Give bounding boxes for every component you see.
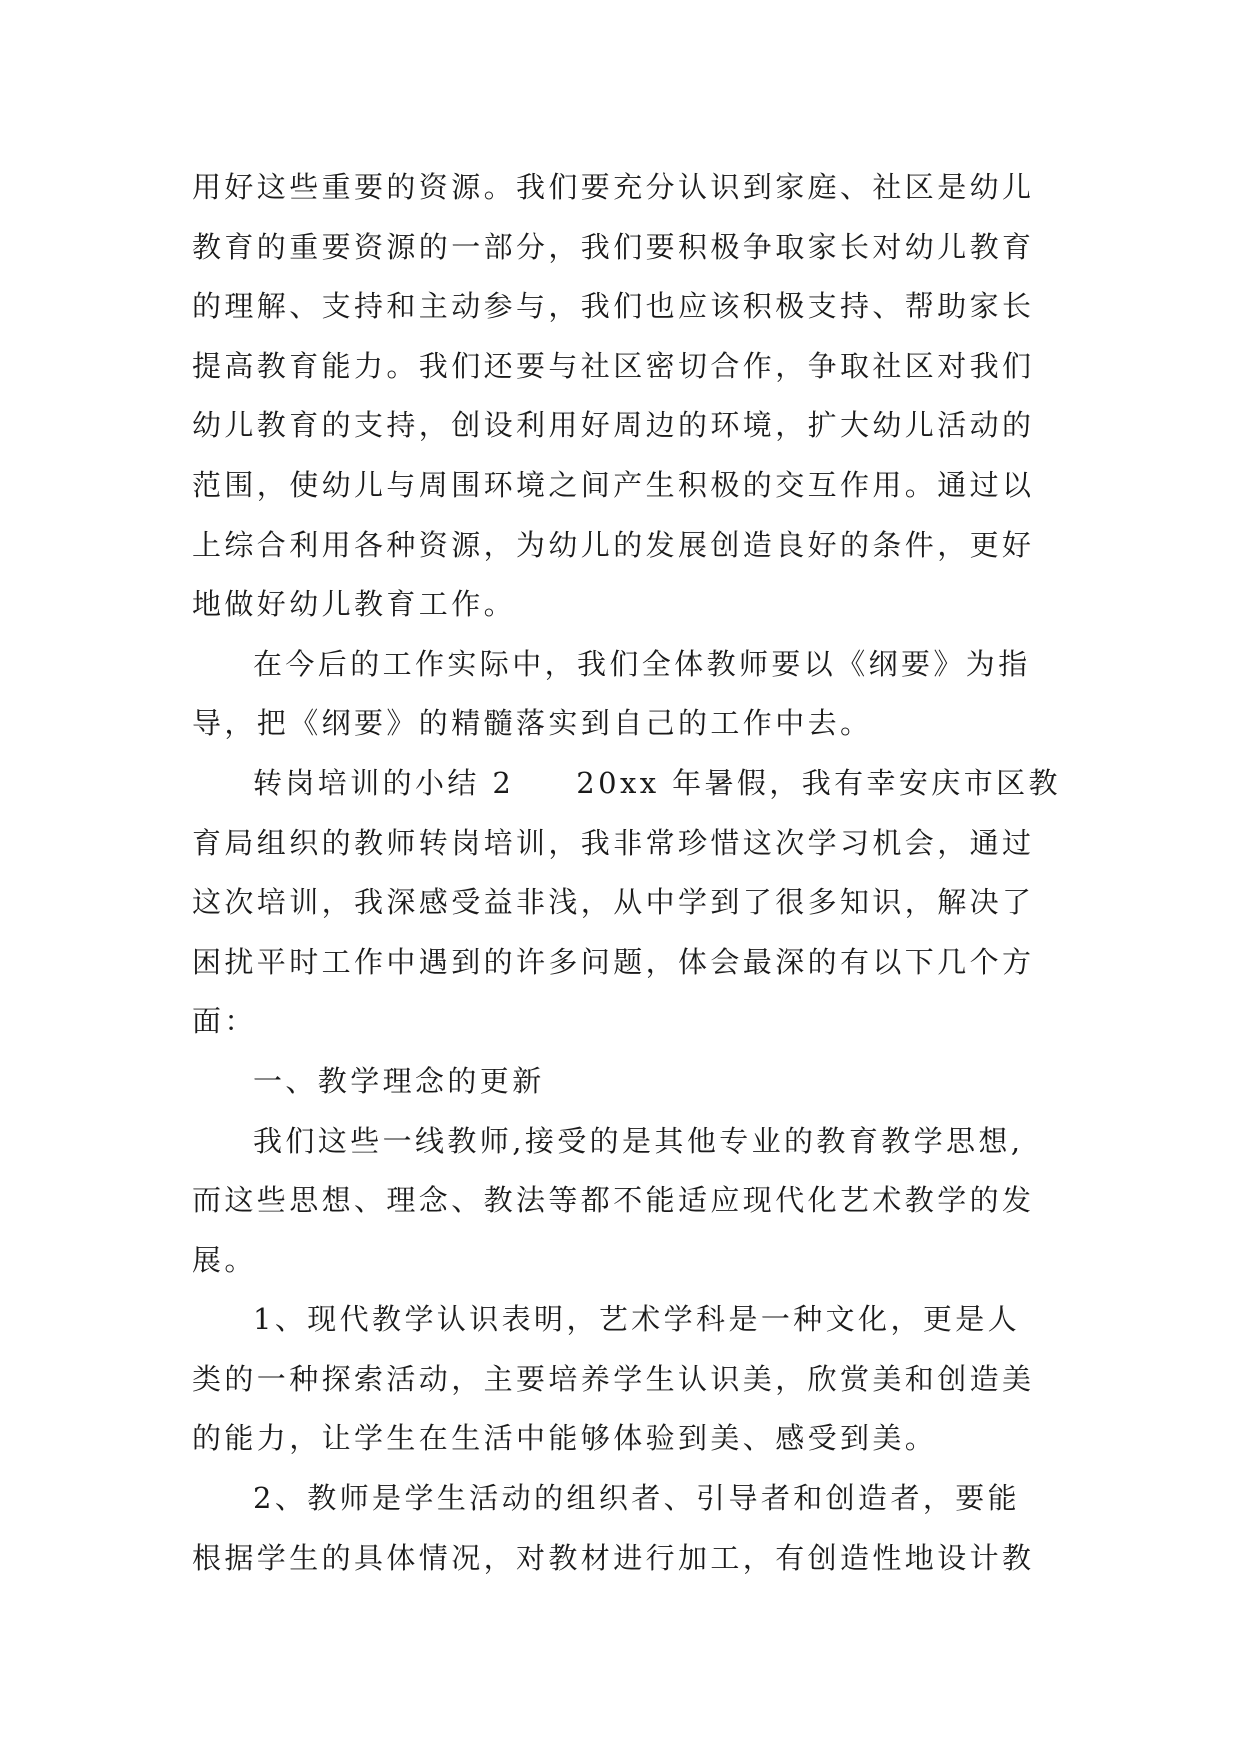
- text-line: 范围，使幼儿与周围环境之间产生积极的交互作用。通过以: [192, 467, 1035, 502]
- text-line: 20xx 年暑假，我有幸安庆市区教: [576, 765, 1061, 800]
- section-title-line: [192, 754, 1062, 814]
- text-line: 展。: [192, 1242, 257, 1277]
- text-line: 的能力，让学生在生活中能够体验到美、感受到美。: [192, 1421, 938, 1456]
- text-line: 而这些思想、理念、教法等都不能适应现代化艺术教学的发: [192, 1183, 1035, 1218]
- text-line: 教育的重要资源的一部分，我们要积极争取家长对幼儿教育: [192, 229, 1035, 264]
- text-line: 根据学生的具体情况，对教材进行加工，有创造性地设计教: [192, 1540, 1035, 1575]
- text-line: 提高教育能力。我们还要与社区密切合作，争取社区对我们: [192, 348, 1035, 383]
- heading-line: 一、教学理念的更新: [253, 1063, 545, 1098]
- text-line: 导，把《纲要》的精髓落实到自己的工作中去。: [192, 706, 873, 741]
- text-line: 我们这些一线教师,接受的是其他专业的教育教学思想,: [253, 1123, 1024, 1158]
- text-line: 面：: [192, 1004, 257, 1039]
- text-line: 育局组织的教师转岗培训，我非常珍惜这次学习机会，通过: [192, 825, 1035, 860]
- text-line: 类的一种探索活动，主要培养学生认识美，欣赏美和创造美: [192, 1361, 1035, 1396]
- text-line: 幼儿教育的支持，创设利用好周边的环境，扩大幼儿活动的: [192, 408, 1035, 443]
- text-line: 1、现代教学认识表明，艺术学科是一种文化，更是人: [253, 1302, 1021, 1337]
- text-line: 地做好幼儿教育工作。: [192, 587, 517, 622]
- text-line: 的理解、支持和主动参与，我们也应该积极支持、帮助家长: [192, 289, 1035, 324]
- text-line: 上综合利用各种资源，为幼儿的发展创造良好的条件，更好: [192, 527, 1035, 562]
- text-line: 在今后的工作实际中，我们全体教师要以《纲要》为指: [253, 646, 1031, 681]
- text-line: 用好这些重要的资源。我们要充分认识到家庭、社区是幼儿: [192, 170, 1035, 204]
- text-line: 这次培训，我深感受益非浅，从中学到了很多知识，解决了: [192, 885, 1035, 920]
- text-line: 2、教师是学生活动的组织者、引导者和创造者，要能: [253, 1481, 1021, 1516]
- text-line: 困扰平时工作中遇到的许多问题，体会最深的有以下几个方: [192, 944, 1035, 979]
- document-body: [192, 158, 1062, 1588]
- section-title: 转岗培训的小结 2: [253, 765, 515, 800]
